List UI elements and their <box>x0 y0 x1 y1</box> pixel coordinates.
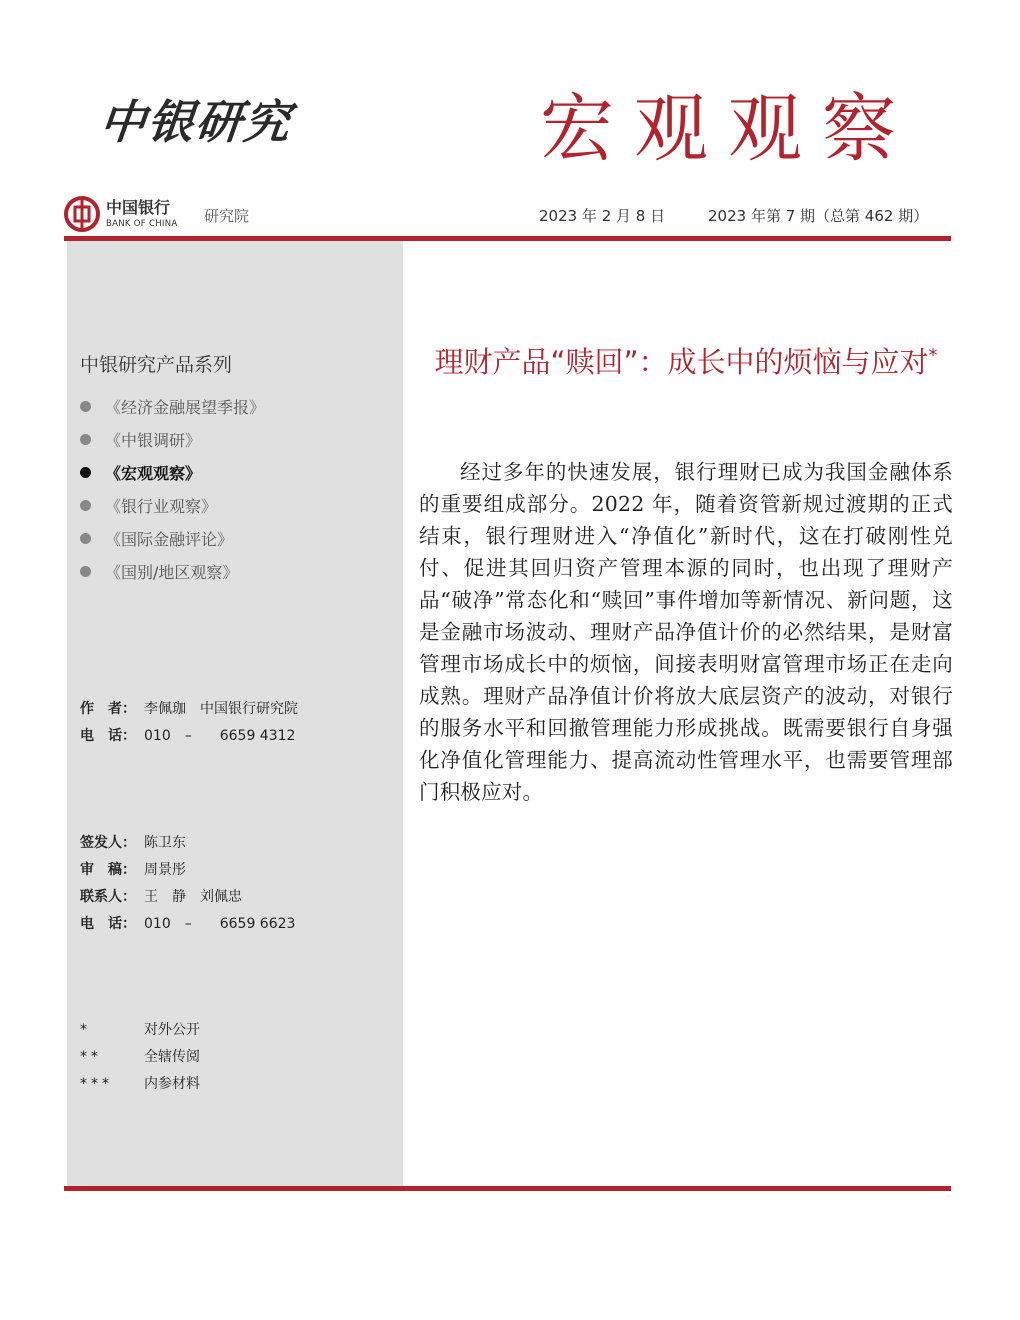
article-body: 经过多年的快速发展，银行理财已成为我国金融体系的重要组成部分。2022 年，随着资管新规过渡期的正式结束，银行理财进入“净值化”新时代，这在打破刚性兑付、促进其回归资产管理本源的同时，也出现了理财产品“破净”常态化和“赎回”事件增加等新情况、新问题，这是金融市场波动、理财产品净值计价的必然结果，是财富管理市场成长中的烦恼，间接表明财富管理市场正在走向成熟。理财产品净值计价将放大底层资产的波动，对银行的服务水平和回撤管理能力形成挑战。既需要银行自身强化净值化管理能力、提高流动性管理水平，也需要管理部门积极应对。 <box>419 460 953 804</box>
issuer-line: 签发人： 陈卫东 <box>80 835 186 851</box>
reviewer-line: 审 稿： 周景彤 <box>80 862 186 878</box>
footnote-mark: * <box>928 345 938 366</box>
series-item-macro[interactable]: 《宏观观察》 <box>80 456 265 489</box>
bullet-icon <box>80 566 91 577</box>
article-title: 理财产品“赎回”：成长中的烦恼与应对* <box>434 345 938 379</box>
author-line: 作 者： 李佩珈 中国银行研究院 <box>80 701 298 717</box>
series-item-survey[interactable]: 《中银调研》 <box>80 423 265 456</box>
series-item-quarterly[interactable]: 《经济金融展望季报》 <box>80 390 265 423</box>
issue-number: 2023 年第 7 期（总第 462 期） <box>708 207 929 225</box>
contact-phone-line: 电 话： 010 – 6659 6623 <box>80 916 296 932</box>
research-logo: 中银研究 <box>96 95 295 149</box>
bullet-icon <box>80 467 91 478</box>
author-name: 李佩珈 中国银行研究院 <box>144 701 298 717</box>
author-phone: 010 – 6659 4312 <box>144 728 296 744</box>
legend-restricted: *** 内参材料 <box>80 1076 200 1092</box>
product-series-list <box>80 390 265 588</box>
series-item-intl-finance[interactable]: 《国际金融评论》 <box>80 522 265 555</box>
bullet-icon <box>80 500 91 511</box>
bullet-icon <box>80 401 91 412</box>
bank-name-en: BANK OF CHINA <box>106 219 178 229</box>
series-item-country[interactable]: 《国别/地区观察》 <box>80 555 265 588</box>
institute-label: 研究院 <box>204 207 250 225</box>
product-series-heading: 中银研究产品系列 <box>80 354 233 376</box>
bank-name-cn: 中国银行 <box>106 198 171 217</box>
contact-line: 联系人： 王 静 刘佩忠 <box>80 889 242 905</box>
bullet-icon <box>80 434 91 445</box>
series-item-banking[interactable]: 《银行业观察》 <box>80 489 265 522</box>
bank-of-china-logo-icon <box>64 196 100 232</box>
author-phone-line: 电 话： 010 – 6659 4312 <box>80 728 296 744</box>
issue-date: 2023 年 2 月 8 日 <box>539 207 666 225</box>
bottom-divider <box>64 1186 951 1191</box>
series-title: 宏观观察 <box>540 86 916 172</box>
legend-internal: ** 全辖传阅 <box>80 1049 200 1065</box>
legend-public: * 对外公开 <box>80 1022 200 1038</box>
bullet-icon <box>80 533 91 544</box>
